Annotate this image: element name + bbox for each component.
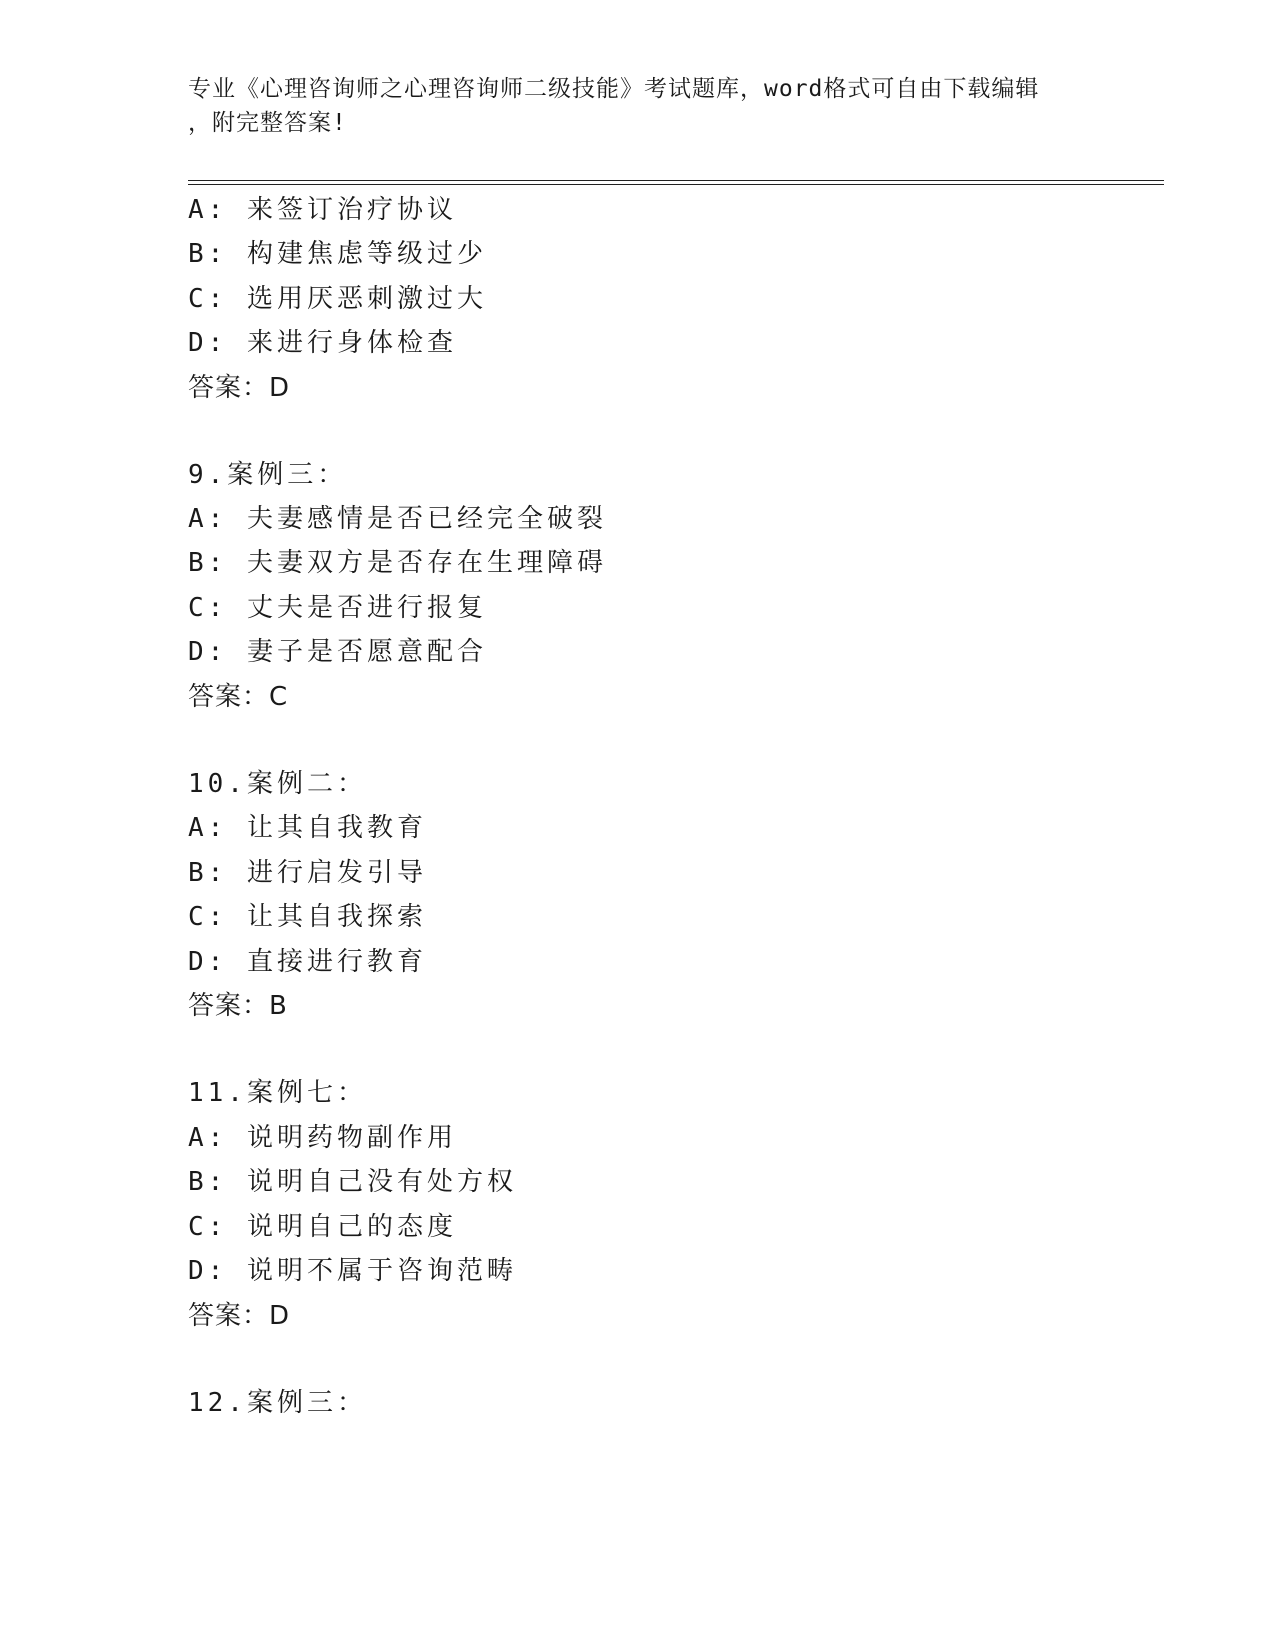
option-b: B: 构建焦虑等级过少 [188, 239, 487, 269]
answer-line: 答案：D [188, 1301, 291, 1331]
option-b: B: 夫妻双方是否存在生理障碍 [188, 548, 607, 578]
option-a: A: 让其自我教育 [188, 813, 427, 843]
header-title-line: 专业《心理咨询师之心理咨询师二级技能》考试题库，word格式可自由下载编辑 [188, 76, 1040, 102]
answer-line: 答案：D [188, 373, 291, 403]
question-title: 11.案例七： [188, 1078, 367, 1108]
question-title: 12.案例三： [188, 1388, 367, 1418]
question-title: 10.案例二： [188, 769, 367, 799]
option-c: C: 说明自己的态度 [188, 1212, 457, 1242]
option-d: D: 直接进行教育 [188, 947, 427, 977]
option-c: C: 让其自我探索 [188, 902, 427, 932]
document-header [188, 72, 1088, 140]
header-divider [188, 180, 1164, 185]
answer-line: 答案：C [188, 682, 289, 712]
option-d: D: 来进行身体检查 [188, 328, 457, 358]
option-a: A: 说明药物副作用 [188, 1123, 457, 1153]
option-c: C: 丈夫是否进行报复 [188, 593, 487, 623]
option-b: B: 进行启发引导 [188, 858, 427, 888]
answer-line: 答案：B [188, 991, 288, 1021]
option-a: A: 来签订治疗协议 [188, 195, 457, 225]
question-title: 9.案例三： [188, 460, 348, 490]
option-b: B: 说明自己没有处方权 [188, 1167, 517, 1197]
header-title-line-continued: ，附完整答案! [188, 110, 347, 136]
option-a: A: 夫妻感情是否已经完全破裂 [188, 504, 607, 534]
option-d: D: 说明不属于咨询范畴 [188, 1256, 517, 1286]
option-d: D: 妻子是否愿意配合 [188, 637, 487, 667]
option-c: C: 选用厌恶刺激过大 [188, 284, 487, 314]
